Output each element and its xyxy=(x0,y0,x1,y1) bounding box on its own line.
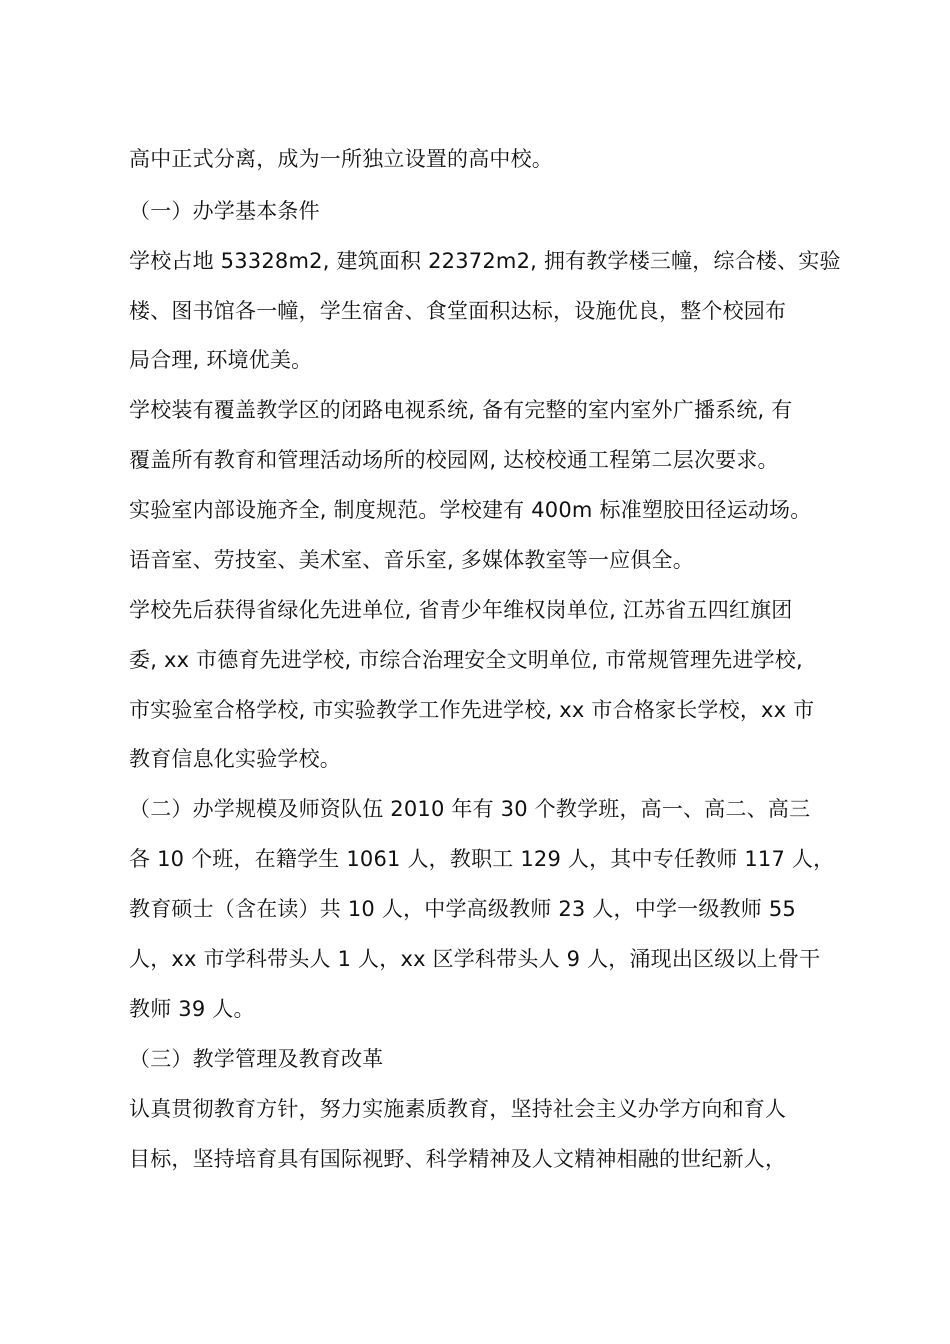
text-line: 各 10 个班，在籍学生 1061 人，教职工 129 人，其中专任教师 117 人， xyxy=(129,847,835,871)
text-line: 认真贯彻教育方针，努力实施素质教育，坚持社会主义办学方向和育人 xyxy=(129,1097,787,1121)
text-line: 覆盖所有教育和管理活动场所的校园网, 达校校通工程第二层次要求。 xyxy=(129,448,779,472)
section-heading: （一）办学基本条件 xyxy=(129,199,320,223)
text-line: 实验室内部设施齐全, 制度规范。学校建有 400m 标准塑胶田径运动场。 xyxy=(129,498,812,522)
text-line: 局合理, 环境优美。 xyxy=(129,348,313,372)
text-line: 语音室、劳技室、美术室、音乐室, 多媒体教室等一应俱全。 xyxy=(129,548,694,572)
section-heading: （二）办学规模及师资队伍 2010 年有 30 个教学班，高一、高二、高三 xyxy=(129,797,811,821)
section-heading: （三）教学管理及教育改革 xyxy=(129,1047,384,1071)
text-line: 楼、图书馆各一幢，学生宿舍、食堂面积达标，设施优良，整个校园布 xyxy=(129,299,787,323)
text-line: 目标，坚持培育具有国际视野、科学精神及人文精神相融的世纪新人， xyxy=(129,1147,787,1171)
text-line: 委, xx 市德育先进学校, 市综合治理安全文明单位, 市常规管理先进学校, xyxy=(129,648,803,672)
text-line: 学校先后获得省绿化先进单位, 省青少年维权岗单位, 江苏省五四红旗团 xyxy=(129,598,793,622)
text-line: 人，xx 市学科带头人 1 人，xx 区学科带头人 9 人，涌现出区级以上骨干 xyxy=(129,947,821,971)
text-line: 学校装有覆盖教学区的闭路电视系统, 备有完整的室内室外广播系统, 有 xyxy=(129,398,793,422)
text-line: 教育信息化实验学校。 xyxy=(129,747,341,771)
text-line: 高中正式分离，成为一所独立设置的高中校。 xyxy=(129,147,553,171)
text-line: 教师 39 人。 xyxy=(129,997,255,1021)
text-line: 学校占地 53328m2, 建筑面积 22372m2, 拥有教学楼三幢，综合楼、实验 xyxy=(129,249,841,273)
text-line: 教育硕士（含在读）共 10 人，中学高级教师 23 人，中学一级教师 55 xyxy=(129,897,796,921)
text-line: 市实验室合格学校, 市实验教学工作先进学校, xx 市合格家长学校，xx 市 xyxy=(129,698,815,722)
